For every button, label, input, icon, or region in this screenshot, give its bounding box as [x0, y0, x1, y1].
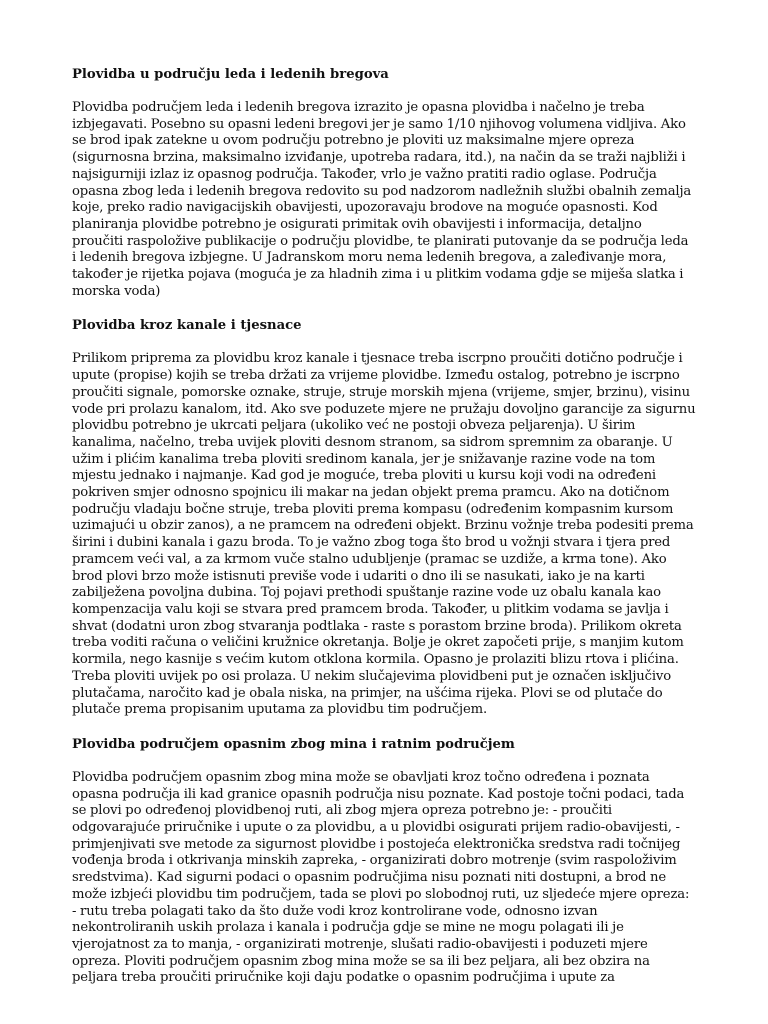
- document-page: [72, 66, 696, 1004]
- section-heading-channels: Plovidba kroz kanale i tjesnace: [72, 318, 302, 334]
- section-heading-mines: Plovidba područjem opasnim zbog mina i ratnim područjem: [72, 736, 515, 752]
- section-body-ice: Plovidba područjem leda i ledenih bregova izrazito je opasna plovidba i načelno je treba izbjegavati. Posebno su opasni ledeni bregovi jer je samo 1/10 njihovog volumena vidljiva. Ako se brod ipak zatekne u ovom području potrebno je ploviti uz maksimalne mjere opreza (sigurnosna brzina, maksimalno izviđanje, upotreba radara, itd.), na način da se traži najbliži i najsigurniji izlaz iz opasnog područja. Također, vrlo je važno pratiti radio oglase. Područja opasna zbog leda i ledenih bregova redovito su pod nadzorom nadležnih službi obalnih zemalja koje, preko radio navigacijskih obavijesti, upozoravaju brodove na moguće opasnosti. Kod planiranja plovidbe potrebno je osigurati primitak ovih obavijesti i informacija, detaljno proučiti raspoložive publikacije o području plovidbe, te planirati putovanje da se područja leda i ledenih bregova izbjegne. U Jadranskom moru nema ledenih bregova, a zaleđivanje mora, također je rijetka pojava (moguća je za hladnih zima i u plitkim vodama gdje se miješa slatka i morska voda): [72, 100, 692, 299]
- section-body-channels: Prilikom priprema za plovidbu kroz kanale i tjesnace treba iscrpno proučiti dotično područje i upute (propise) kojih se treba držati za vrijeme plovidbe. Između ostalog, potrebno je iscrpno proučiti signale, pomorske oznake, struje, struje morskih mjena (vrijeme, smjer, brzinu), visinu vode pri prolazu kanalom, itd. Ako sve poduzete mjere ne pružaju dovoljno garancije za sigurnu plovidbu potrebno je ukrcati peljara (ukoliko već ne postoji obveza peljarenja). U širim kanalima, načelno, treba uvijek ploviti desnom stranom, sa sidrom spremnim za obaranje. U užim i plićim kanalima treba ploviti sredinom kanala, jer je snižavanje razine vode na tom mjestu jednako i najmanje. Kad god je moguće, treba ploviti u kursu koji vodi na određeni pokriven smjer odnosno spojnicu ili makar na jedan objekt prema pramcu. Ako na dotičnom području vladaju bočne struje, treba ploviti prema kompasu (određenim kompasnim kursom uzimajući u obzir zanos), a ne pramcem na određeni objekt. Brzinu vožnje treba podesiti prema širini i dubini kanala i gazu broda. To je važno zbog toga što brod u vožnji stvara i tjera pred pramcem veći val, a za krmom vuče stalno udubljenje (pramac se uzdiže, a krma tone). Ako brod plovi brzo može istisnuti previše vode i udariti o dno ili se nasukati, iako je na karti zabilježena povoljna dubina. Toj pojavi prethodi spuštanje razine vode uz obalu kanala kao kompenzacija valu koji se stvara pred pramcem broda. Također, u plitkim vodama se javlja i shvat (dodatni uron zbog stvaranja podtlaka - raste s porastom brzine broda). Prilikom okreta treba voditi računa o veličini kružnice okretanja. Bolje je okret započeti prije, s manjim kutom kormila, nego kasnije s većim kutom otklona kormila. Opasno je prolaziti blizu rtova i plićina. Treba ploviti uvijek po osi prolaza. U nekim slučajevima plovidbeni put je označen isključivo plutačama, naročito kad je obala niska, na primjer, na ušćima rijeka. Plovi se od plutače do plutače prema propisanim uputama za plovidbu tim područjem.: [72, 351, 696, 718]
- section-body-mines: Plovidba područjem opasnim zbog mina može se obavljati kroz točno određena i poznata opasna područja ili kad granice opasnih područja nisu poznate. Kad postoje točni podaci, tada se plovi po određenoj plovidbenoj ruti, ali zbog mjera opreza potrebno je: - proučiti odgovarajuće priručnike i upute o za plovidbu, a u plovidbi osigurati prijem radio-obavijesti, - primjenjivati sve metode za sigurnost plovidbe i postojeća elektronička sredstva radi točnijeg vođenja broda i otkrivanja minskih zapreka, - organizirati dobro motrenje (svim raspoloživim sredstvima). Kad sigurni podaci o opasnim područjima nisu poznati niti dostupni, a brod ne može izbjeći plovidbu tim područjem, tada se plovi po slobodnoj ruti, uz sljedeće mjere opreza: - rutu treba polagati tako da što duže vodi kroz kontrolirane vode, odnosno izvan nekontroliranih uskih prolaza i kanala i područja gdje se mine ne mogu polagati ili je vjerojatnost za to manja, - organizirati motrenje, slušati radio-obavijesti i poduzeti mjere opreza. Ploviti područjem opasnim zbog mina može se sa ili bez peljara, ali bez obzira na peljara treba proučiti priručnike koji daju podatke o opasnim područjima i upute za: [72, 769, 690, 986]
- section-heading-ice: Plovidba u području leda i ledenih bregova: [72, 67, 389, 82]
